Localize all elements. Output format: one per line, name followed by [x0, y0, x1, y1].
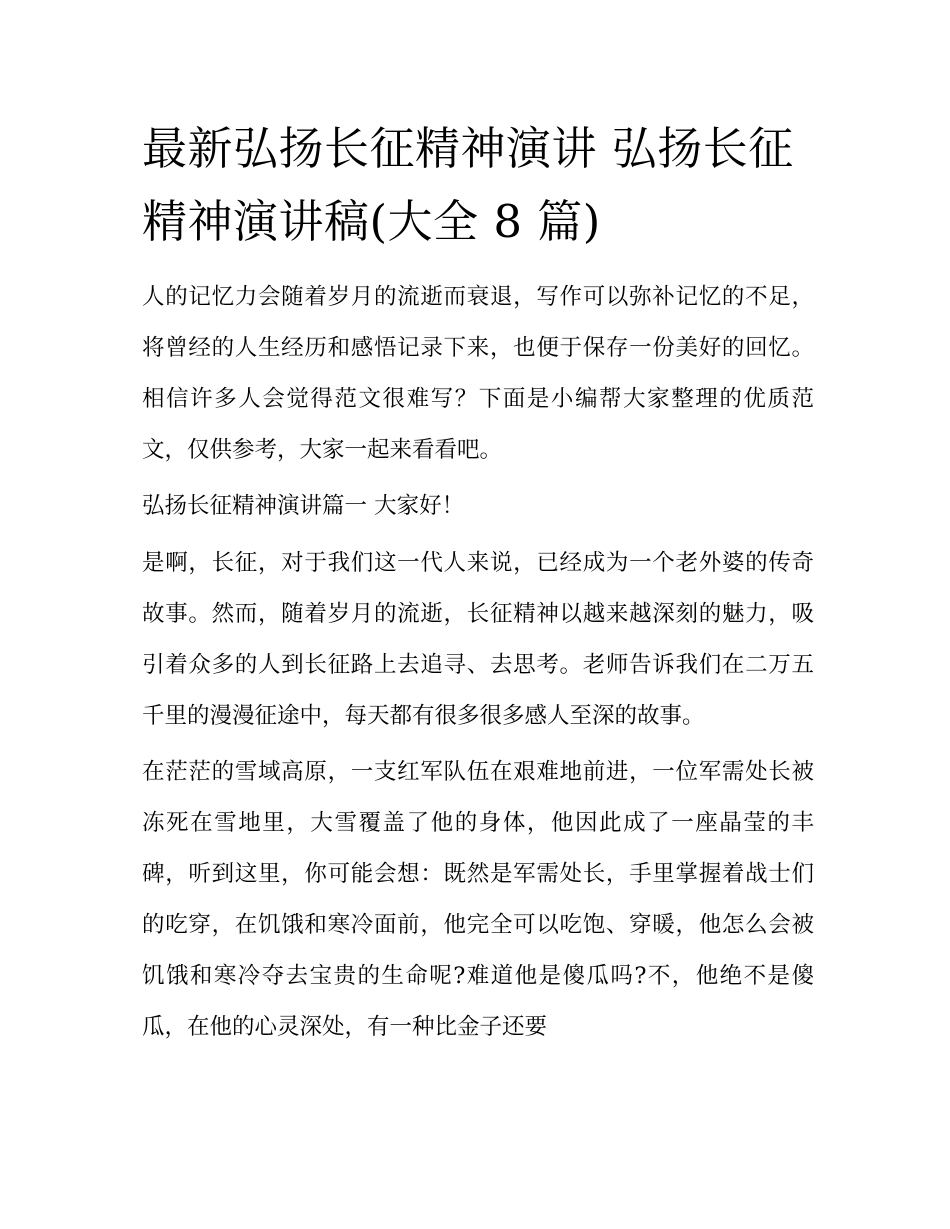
- document-title: 最新弘扬长征精神演讲 弘扬长征精神演讲稿(大全 8 篇): [142, 122, 794, 248]
- section-heading-paragraph: 弘扬长征精神演讲篇一 大家好！: [142, 493, 465, 519]
- intro-paragraph: 人的记忆力会随着岁月的流逝而衰退，写作可以弥补记忆的不足，将曾经的人生经历和感悟记录下来，也便于保存一份美好的回忆。相信许多人会觉得范文很难写？下面是小编帮大家整理的优质范文，仅供参考，大家一起来看看吧。: [142, 284, 814, 463]
- body-paragraph: 是啊，长征，对于我们这一代人来说，已经成为一个老外婆的传奇故事。然而，随着岁月的流逝，长征精神以越来越深刻的魅力，吸引着众多的人到长征路上去追寻、去思考。老师告诉我们在二万五千里的漫漫征途中，每天都有很多很多感人至深的故事。: [142, 550, 814, 729]
- document-body: [142, 112, 814, 1058]
- body-paragraph: 在茫茫的雪域高原，一支红军队伍在艰难地前进，一位军需处长被冻死在雪地里，大雪覆盖了他的身体，他因此成了一座晶莹的丰碑，听到这里，你可能会想：既然是军需处长，手里掌握着战士们的吃穿，在饥饿和寒冷面前，他完全可以吃饱、穿暖，他怎么会被饥饿和寒冷夺去宝贵的生命呢?难道他是傻瓜吗?不，他绝不是傻瓜，在他的心灵深处，有一种比金子还要: [142, 759, 814, 1040]
